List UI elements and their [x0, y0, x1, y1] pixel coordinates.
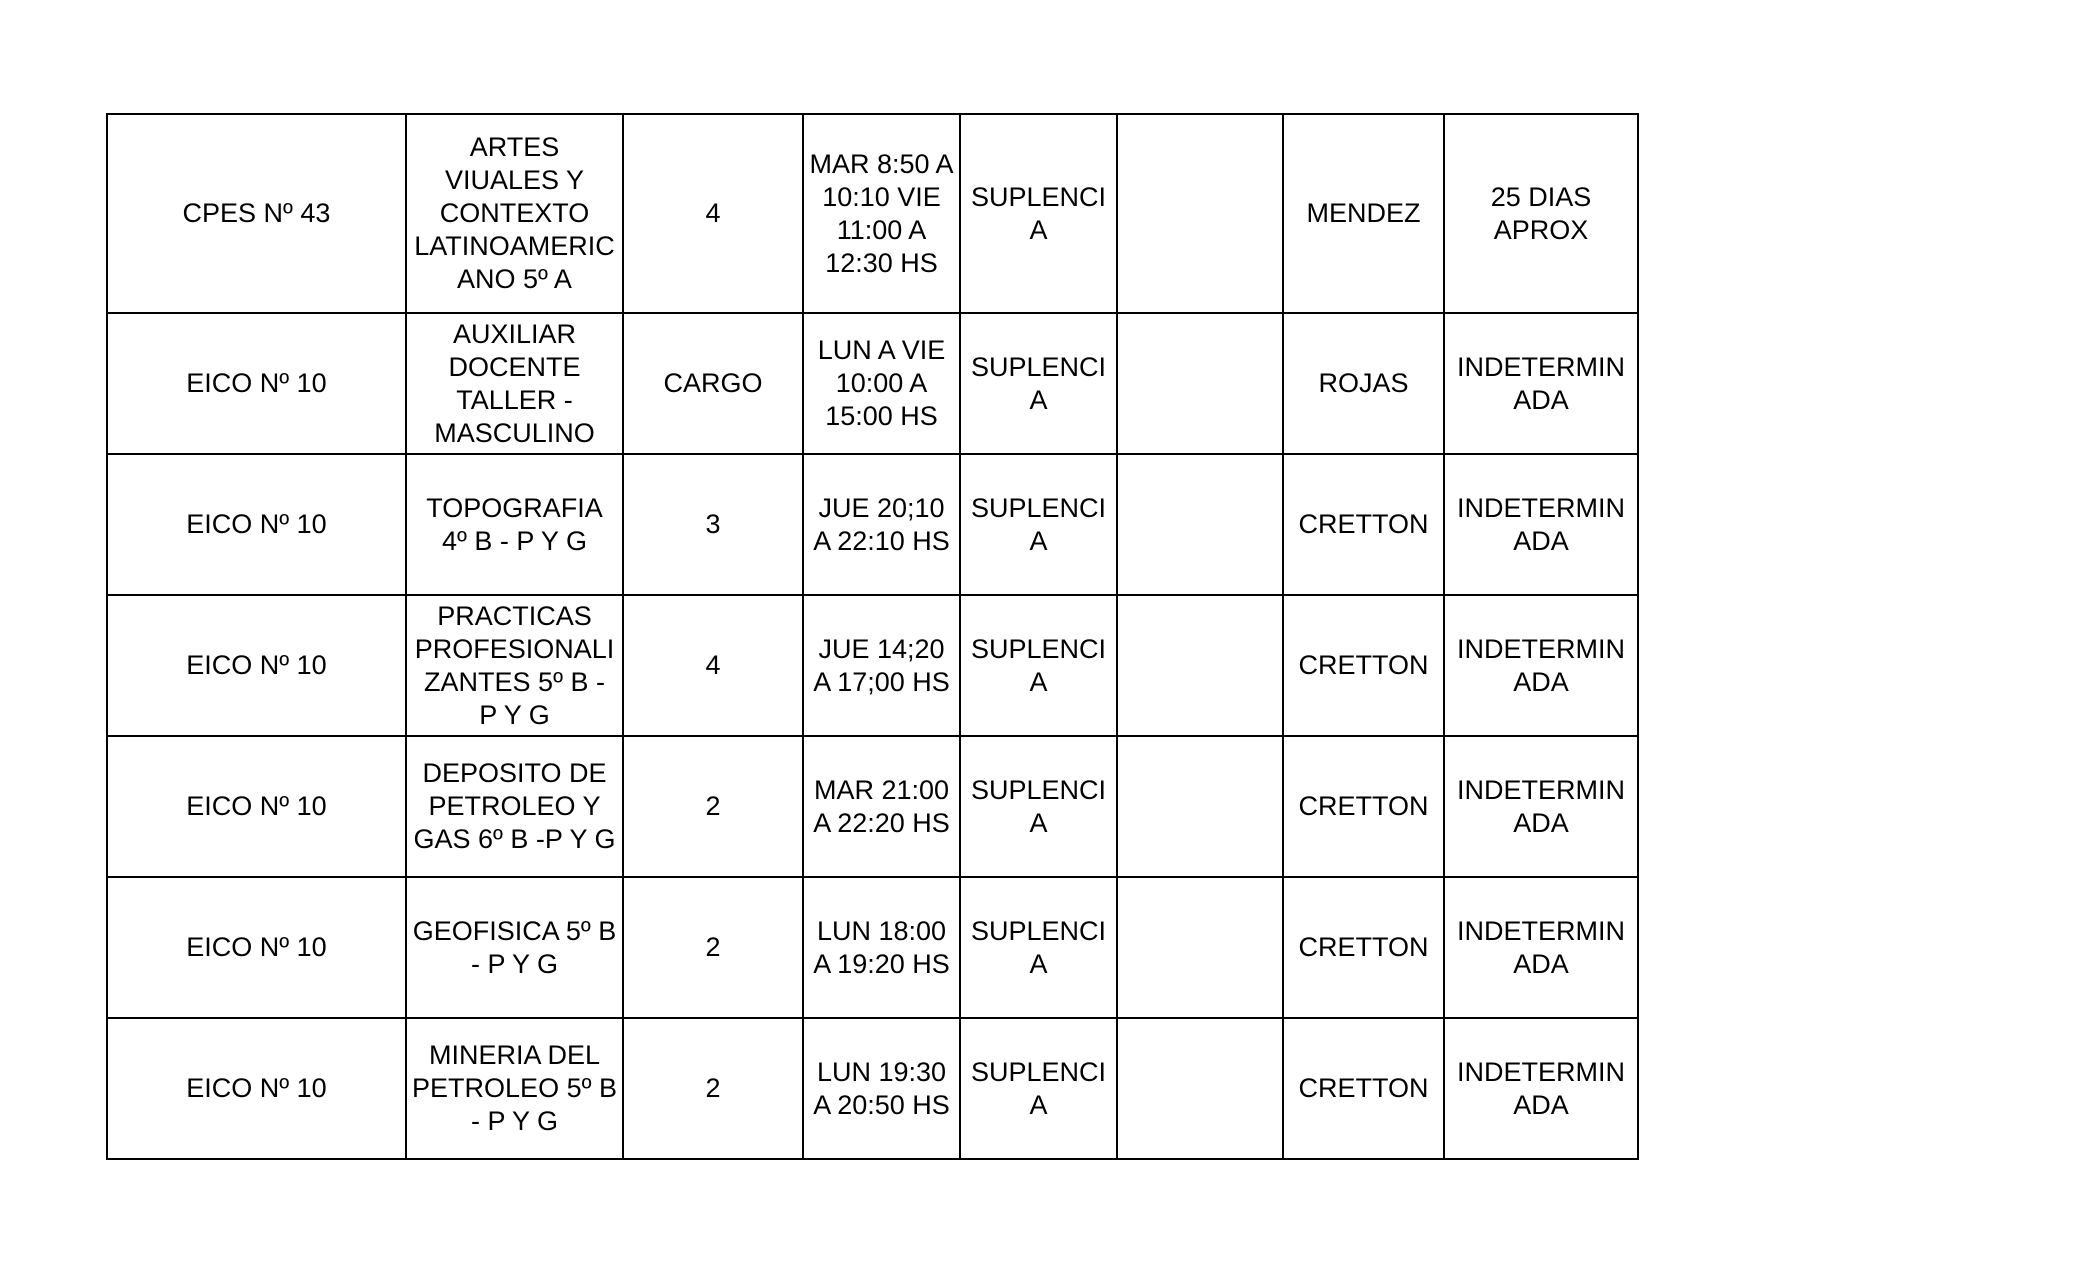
duration-cell-line: ADA — [1513, 666, 1569, 697]
status-cell-line: SUPLENCI — [970, 492, 1107, 523]
teacher-cell-text: ROJAS — [1318, 368, 1409, 398]
school-cell-text: EICO Nº 10 — [186, 1073, 327, 1103]
subject-cell-line: MINERIA DEL — [428, 1040, 601, 1070]
empty-cell — [1117, 313, 1283, 454]
subject-cell-line: ZANTES 5º B - — [424, 666, 605, 697]
school-cell — [107, 595, 406, 736]
status-cell — [960, 736, 1117, 877]
subject-cell-line: PETROLEO 5º B — [412, 1073, 617, 1103]
school-cell-text: EICO Nº 10 — [186, 650, 327, 680]
status-cell — [960, 877, 1117, 1018]
table-row — [107, 877, 1638, 1018]
status-cell-line: A — [1029, 525, 1048, 556]
duration-cell-line: INDETERMIN — [1457, 633, 1625, 664]
teacher-cell-text: MENDEZ — [1306, 198, 1421, 228]
table-row — [107, 595, 1638, 736]
subject-cell-line: DEPOSITO DE — [422, 758, 607, 788]
subject-cell-line: VIUALES Y — [444, 165, 585, 195]
teacher-cell-text: CRETTON — [1298, 650, 1429, 680]
duration-cell — [1444, 595, 1638, 736]
hours-cell-text: CARGO — [663, 368, 763, 398]
duration-cell-line: INDETERMIN — [1457, 774, 1625, 805]
status-cell-line: SUPLENCI — [970, 181, 1107, 212]
subject-cell-line: LATINOAMERIC — [414, 231, 615, 261]
schedule-cell-line: 11:00 A — [836, 214, 927, 245]
teacher-cell — [1283, 454, 1444, 595]
hours-cell — [623, 1018, 803, 1159]
schedule-cell-line: A 20:50 HS — [813, 1089, 950, 1120]
teacher-cell — [1283, 313, 1444, 454]
status-cell-line: A — [1029, 384, 1048, 415]
empty-cell — [1117, 454, 1283, 595]
schedule-cell-line: A 22:20 HS — [813, 807, 950, 838]
status-cell — [960, 114, 1117, 313]
school-cell — [107, 736, 406, 877]
status-cell-line: A — [1029, 1089, 1048, 1120]
schedule-cell-line: 15:00 HS — [825, 401, 938, 431]
teacher-cell — [1283, 877, 1444, 1018]
school-cell-text: EICO Nº 10 — [186, 791, 327, 821]
teacher-cell-text: CRETTON — [1298, 1073, 1429, 1103]
duration-cell-line: INDETERMIN — [1457, 915, 1625, 946]
schedule-cell-line: LUN 18:00 — [816, 915, 947, 946]
teacher-cell — [1283, 595, 1444, 736]
duration-cell-line: INDETERMIN — [1457, 1056, 1625, 1087]
schedule-cell-line: MAR 21:00 — [813, 774, 950, 805]
subject-cell — [406, 313, 623, 454]
subject-cell-line: PROFESIONALI — [414, 633, 615, 664]
subject-cell — [406, 114, 623, 313]
hours-cell-text: 2 — [705, 932, 721, 962]
status-cell-line: SUPLENCI — [970, 774, 1107, 805]
schedule-cell-line: A 22:10 HS — [813, 525, 950, 556]
school-cell — [107, 454, 406, 595]
table-row — [107, 313, 1638, 454]
teacher-cell — [1283, 114, 1444, 313]
subject-cell-line: GEOFISICA 5º B — [412, 915, 617, 946]
subject-cell — [406, 454, 623, 595]
subject-cell — [406, 877, 623, 1018]
duration-cell-line: INDETERMIN — [1457, 492, 1625, 523]
table-row — [107, 114, 1638, 313]
subject-cell-line: ARTES — [469, 132, 560, 162]
hours-cell-text: 4 — [705, 650, 721, 680]
schedule-cell — [803, 313, 960, 454]
duration-cell — [1444, 877, 1638, 1018]
empty-cell — [1117, 595, 1283, 736]
status-cell-line: A — [1029, 807, 1048, 838]
hours-cell — [623, 114, 803, 313]
subject-cell-line: GAS 6º B -P Y G — [413, 824, 616, 854]
school-cell-text: CPES Nº 43 — [182, 198, 331, 228]
empty-cell — [1117, 114, 1283, 313]
schedule-cell — [803, 1018, 960, 1159]
subject-cell — [406, 1018, 623, 1159]
duration-cell-line: 25 DIAS — [1490, 181, 1592, 212]
status-cell — [960, 454, 1117, 595]
school-cell — [107, 877, 406, 1018]
school-cell-text: EICO Nº 10 — [186, 509, 327, 539]
subject-cell — [406, 595, 623, 736]
schedule-cell-line: 10:10 VIE — [822, 181, 941, 212]
duration-cell — [1444, 454, 1638, 595]
hours-cell-text: 3 — [705, 509, 721, 539]
duration-cell-line: ADA — [1513, 384, 1569, 415]
subject-cell-line: TALLER - — [456, 384, 573, 415]
duration-cell-line: INDETERMIN — [1457, 351, 1625, 382]
subject-cell-line: ANO 5º A — [457, 264, 572, 294]
schedule-cell-line: 12:30 HS — [825, 247, 938, 278]
subject-cell-line: P Y G — [479, 699, 550, 730]
duration-cell — [1444, 114, 1638, 313]
status-cell — [960, 1018, 1117, 1159]
duration-cell-line: ADA — [1513, 1089, 1569, 1120]
empty-cell — [1117, 736, 1283, 877]
hours-cell — [623, 877, 803, 1018]
status-cell-line: SUPLENCI — [970, 633, 1107, 664]
hours-cell-text: 2 — [705, 1073, 721, 1103]
empty-cell — [1117, 877, 1283, 1018]
teacher-cell-text: CRETTON — [1298, 932, 1429, 962]
duration-cell-line: ADA — [1513, 525, 1569, 556]
schedule-cell-line: A 19:20 HS — [813, 948, 950, 979]
schedule-cell — [803, 877, 960, 1018]
table-row — [107, 1018, 1638, 1159]
duration-cell — [1444, 1018, 1638, 1159]
schedule-cell-line: 10:00 A — [835, 368, 928, 398]
subject-cell-line: AUXILIAR — [452, 318, 577, 349]
schedule-cell-line: A 17;00 HS — [813, 666, 950, 697]
schedule-cell — [803, 114, 960, 313]
hours-cell — [623, 595, 803, 736]
status-cell-line: A — [1029, 666, 1048, 697]
schedule-cell — [803, 454, 960, 595]
teacher-cell — [1283, 1018, 1444, 1159]
teacher-cell-text: CRETTON — [1298, 509, 1429, 539]
duration-cell-line: ADA — [1513, 807, 1569, 838]
status-cell-line: A — [1029, 948, 1048, 979]
schedule-cell-line: LUN A VIE — [817, 335, 946, 365]
status-cell-line: SUPLENCI — [970, 351, 1107, 382]
schedule-cell — [803, 736, 960, 877]
teacher-cell-text: CRETTON — [1298, 791, 1429, 821]
teacher-cell — [1283, 736, 1444, 877]
schedule-cell-line: JUE 14;20 — [818, 633, 945, 664]
table-row — [107, 736, 1638, 877]
school-cell — [107, 313, 406, 454]
status-cell — [960, 313, 1117, 454]
subject-cell-line: TOPOGRAFIA — [426, 492, 603, 523]
subject-cell-line: PETROLEO Y — [428, 791, 601, 821]
duration-cell-line: ADA — [1513, 948, 1569, 979]
subject-cell-line: - P Y G — [470, 1106, 559, 1136]
table-row — [107, 454, 1638, 595]
hours-cell-text: 4 — [705, 198, 721, 228]
schedule-cell-line: LUN 19:30 — [816, 1056, 947, 1087]
hours-cell — [623, 454, 803, 595]
hours-cell — [623, 736, 803, 877]
school-cell — [107, 1018, 406, 1159]
status-cell-line: A — [1029, 214, 1048, 245]
duration-cell — [1444, 736, 1638, 877]
status-cell-line: SUPLENCI — [970, 1056, 1107, 1087]
subject-cell-line: DOCENTE — [448, 351, 581, 382]
vacancy-table — [106, 113, 1639, 1160]
hours-cell-text: 2 — [705, 791, 721, 821]
school-cell-text: EICO Nº 10 — [186, 932, 327, 962]
school-cell — [107, 114, 406, 313]
school-cell-text: EICO Nº 10 — [186, 368, 327, 398]
subject-cell — [406, 736, 623, 877]
subject-cell-line: 4º B - P Y G — [442, 525, 587, 556]
duration-cell — [1444, 313, 1638, 454]
subject-cell-line: PRACTICAS — [437, 600, 592, 631]
schedule-cell — [803, 595, 960, 736]
table-body — [107, 114, 1638, 1159]
subject-cell-line: MASCULINO — [434, 417, 595, 448]
duration-cell-line: APROX — [1493, 214, 1589, 245]
empty-cell — [1117, 1018, 1283, 1159]
schedule-cell-line: JUE 20;10 — [818, 492, 945, 523]
hours-cell — [623, 313, 803, 454]
subject-cell-line: CONTEXTO — [439, 198, 590, 228]
status-cell-line: SUPLENCI — [970, 915, 1107, 946]
status-cell — [960, 595, 1117, 736]
schedule-cell-line: MAR 8:50 A — [809, 148, 954, 179]
subject-cell-line: - P Y G — [470, 948, 559, 979]
